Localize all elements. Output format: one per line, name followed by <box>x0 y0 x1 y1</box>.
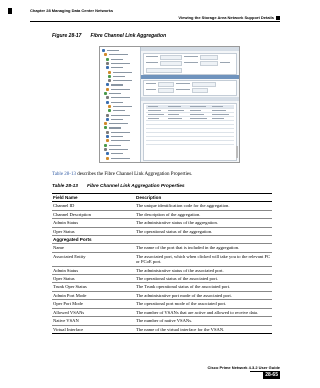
table-reference-link[interactable]: Table 28-13 <box>52 172 76 177</box>
inventory-tree <box>100 47 141 162</box>
table-row <box>52 219 272 227</box>
general-panel <box>143 53 237 75</box>
group-label: Aggregated Ports <box>52 236 272 244</box>
channel-panel <box>143 80 237 96</box>
table-title: Fibre Channel Link Aggregation Properties <box>86 184 185 189</box>
field-name-cell: Admin Port Mode <box>52 291 135 299</box>
description-cell: The number of native VSANs. <box>135 317 272 325</box>
intro-text: describes the Fibre Channel Link Aggregation Properties. <box>75 172 193 177</box>
description-cell: The administrative status of the associated port. <box>135 266 272 274</box>
description-cell: The associated port, which when clicked will take you to the relevant FC or FCoE port. <box>136 253 271 265</box>
table-caption <box>52 184 185 189</box>
table-row <box>52 244 272 252</box>
figure-id-tag <box>236 146 238 158</box>
ports-tab <box>141 97 239 101</box>
header-rule <box>30 21 280 22</box>
grid-row <box>146 141 234 145</box>
field-name-cell: Name <box>52 244 135 252</box>
field-name-cell: Channel ID <box>52 202 135 210</box>
field-name-cell: Channel Description <box>52 210 135 218</box>
description-cell: The Trunk operational status of the associated port. <box>135 283 272 291</box>
field-name-cell: Oper Status <box>52 275 135 283</box>
table-header-row <box>52 194 272 202</box>
description-cell: The number of VSANs that are active and allowed to receive data. <box>135 308 272 316</box>
table-row <box>52 317 272 325</box>
group-row <box>52 236 272 244</box>
properties-table <box>52 193 272 334</box>
table-row <box>52 227 272 235</box>
properties-pane <box>141 47 239 162</box>
field-name-cell: Native VSAN <box>52 317 135 325</box>
ports-grid <box>143 103 237 161</box>
table-row <box>52 252 272 266</box>
intro-paragraph <box>52 172 192 177</box>
chapter-marker <box>8 8 12 14</box>
field-name-cell: Associated Entity <box>52 252 135 266</box>
description-cell: The operational status of the associated port. <box>135 275 272 283</box>
pane-toolbar <box>141 47 239 51</box>
figure-caption <box>52 33 166 39</box>
table-row <box>52 283 272 291</box>
field-name-cell: Virtual Interface <box>52 325 135 333</box>
field-name-cell: Admin Status <box>52 266 135 274</box>
description-cell: The name of the virtual interface for the VSAN. <box>135 325 272 333</box>
figure-number: Figure 28-17 <box>52 33 82 39</box>
guide-title: Cisco Prime Network 4.3.2 User Guide <box>207 365 280 370</box>
field-name-cell: Oper Status <box>52 227 135 235</box>
table-row <box>52 266 272 274</box>
table-number: Table 28-13 <box>52 184 78 189</box>
aggregation-header <box>141 75 239 79</box>
section-marker <box>276 16 280 20</box>
description-cell: The administrative status of the aggregation. <box>135 219 272 227</box>
table-row <box>52 308 272 316</box>
description-cell: The administrative port mode of the associated port. <box>135 291 272 299</box>
table-row <box>52 202 272 210</box>
field-name-cell: Admin Status <box>52 219 135 227</box>
column-header-field: Field Name <box>52 194 135 202</box>
section-title: Viewing the Storage Area Network Support Details <box>178 15 274 20</box>
description-cell: The operational status of the aggregation. <box>135 227 272 235</box>
column-header-description: Description <box>135 194 272 202</box>
description-cell: The description of the aggregation. <box>135 210 272 218</box>
table-row <box>52 210 272 218</box>
field-name-cell: Oper Port Mode <box>52 300 135 308</box>
table-row <box>52 300 272 308</box>
figure-title: Fibre Channel Link Aggregation <box>90 33 167 39</box>
description-cell: The operational port mode of the associated port. <box>135 300 272 308</box>
chapter-title: Chapter 28 Managing Data Center Networks <box>30 8 114 13</box>
table-row <box>52 325 272 333</box>
field-name-cell: Trunk Oper Status <box>52 283 135 291</box>
table-row <box>52 291 272 299</box>
description-cell: The name of the port that is included in the aggregation. <box>135 244 272 252</box>
figure-screenshot <box>99 46 240 163</box>
page-number: 28-65 <box>265 372 278 378</box>
description-cell: The unique identification code for the aggregation. <box>135 202 272 210</box>
field-name-cell: Allowed VSANs <box>52 308 135 316</box>
table-row <box>52 275 272 283</box>
